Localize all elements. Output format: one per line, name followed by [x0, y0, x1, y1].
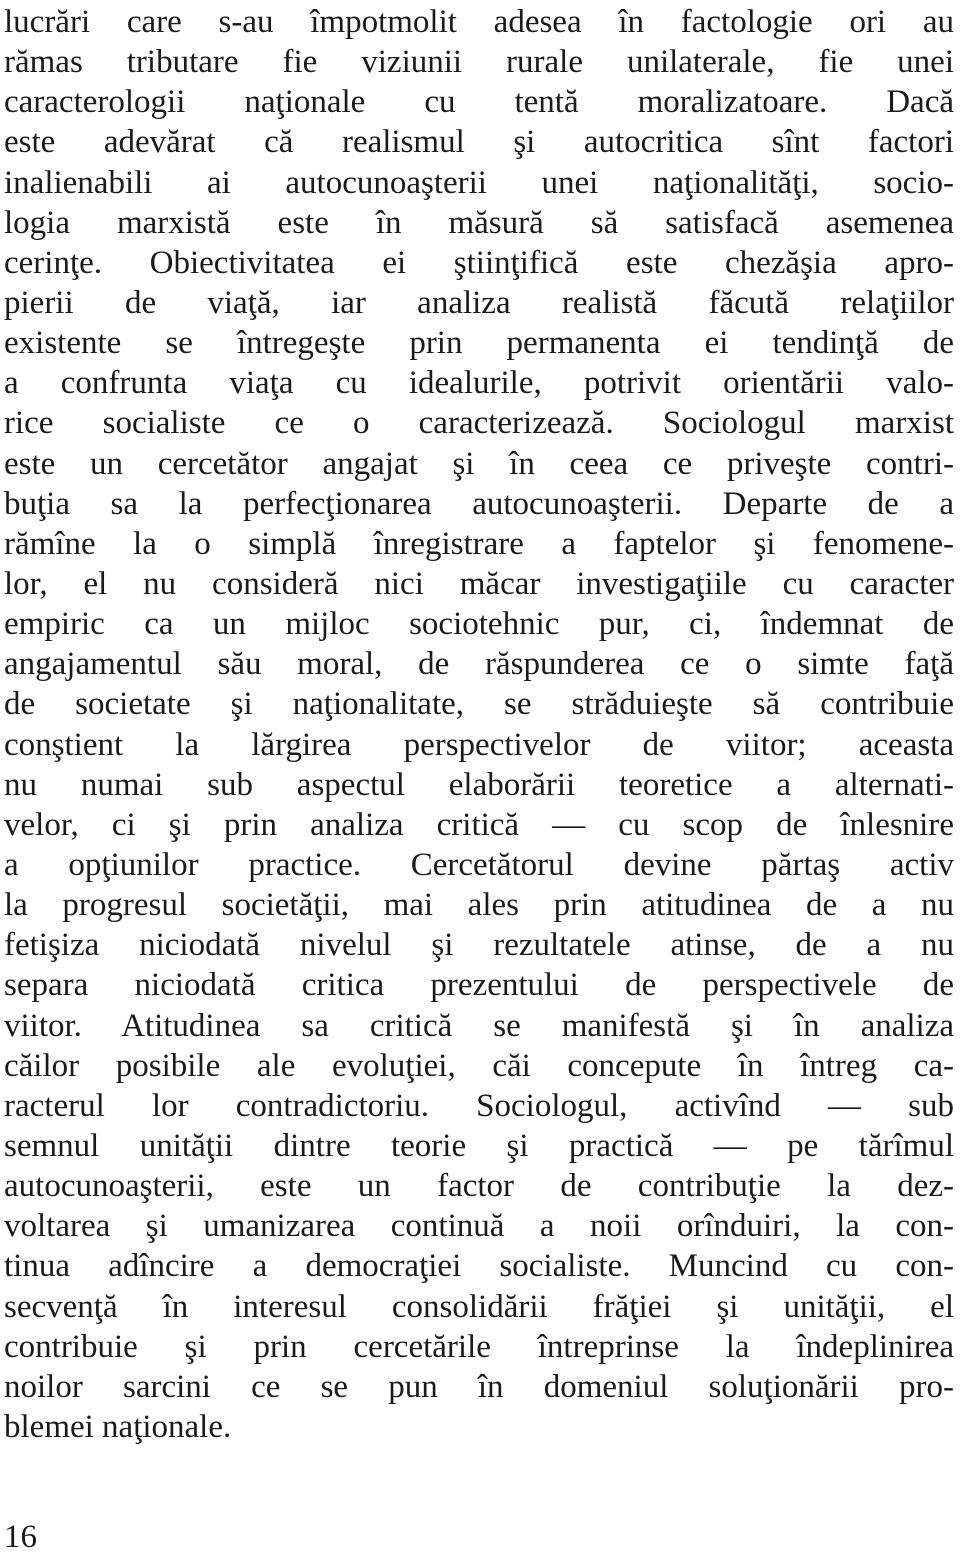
text-line: inalienabili ai autocunoaşterii unei naţionalităţi, socio- [4, 164, 954, 201]
text-line: rămîne la o simplă înregistrare a faptelor şi fenomene- [4, 525, 954, 562]
text-line: fetişiza niciodată nivelul şi rezultatele atinse, de a nu [4, 927, 954, 964]
text-line: buţia sa la perfecţionarea autocunoaşterii. Departe de a [4, 485, 954, 522]
text-line: noilor sarcini ce se pun în domeniul soluţionării pro- [4, 1368, 954, 1405]
text-line: angajamentul său moral, de răspunderea ce o simte faţă [4, 646, 954, 683]
text-line: lor, el nu consideră nici măcar investigaţiile cu caracter [4, 565, 954, 602]
text-line: empiric ca un mijloc sociotehnic pur, ci, îndemnat de [4, 606, 954, 643]
text-line: la progresul societăţii, mai ales prin atitudinea de a nu [4, 887, 954, 924]
text-line: secvenţă în interesul consolidării frăţiei şi unităţii, el [4, 1288, 954, 1325]
text-line: viitor. Atitudinea sa critică se manifestă şi în analiza [4, 1007, 954, 1044]
text-line: semnul unităţii dintre teorie şi practică — pe tărîmul [4, 1127, 954, 1164]
text-line: este un cercetător angajat şi în ceea ce priveşte contri- [4, 445, 954, 482]
text-line: voltarea şi umanizarea continuă a noii orînduiri, la con- [4, 1208, 954, 1245]
text-line: de societate şi naţionalitate, se străduieşte să contribuie [4, 686, 954, 723]
text-line: rămas tributare fie viziunii rurale unilaterale, fie unei [4, 44, 954, 81]
text-line: este adevărat că realismul şi autocritica sînt factori [4, 124, 954, 161]
text-line: caracterologii naţionale cu tentă moralizatoare. Dacă [4, 84, 954, 121]
text-line: a confrunta viaţa cu idealurile, potrivit orientării valo- [4, 365, 954, 402]
text-line: cerinţe. Obiectivitatea ei ştiinţifică este chezăşia apro- [4, 244, 954, 281]
text-line: căilor posibile ale evoluţiei, căi concepute în întreg ca- [4, 1047, 954, 1084]
text-line: nu numai sub aspectul elaborării teoretice a alternati- [4, 766, 954, 803]
text-line: blemei naţionale. [4, 1408, 232, 1445]
text-line: autocunoaşterii, este un factor de contribuţie la dez- [4, 1168, 954, 1205]
text-line: separa niciodată critica prezentului de perspectivele de [4, 967, 954, 1004]
text-line: existente se întregeşte prin permanenta ei tendinţă de [4, 325, 954, 362]
text-line: a opţiunilor practice. Cercetătorul devine părtaş activ [4, 846, 954, 883]
text-line: contribuie şi prin cercetările întreprinse la îndeplinirea [4, 1328, 954, 1365]
text-line: tinua adîncire a democraţiei socialiste. Muncind cu con- [4, 1248, 954, 1285]
text-line: racterul lor contradictoriu. Sociologul, activînd — sub [4, 1087, 954, 1124]
body-text [4, 2, 954, 1447]
text-line: rice socialiste ce o caracterizează. Sociologul marxist [4, 405, 954, 442]
page-number: 16 [4, 1519, 37, 1555]
text-line: conştient la lărgirea perspectivelor de viitor; aceasta [4, 726, 954, 763]
text-line: velor, ci şi prin analiza critică — cu scop de înlesnire [4, 806, 954, 843]
text-line: logia marxistă este în măsură să satisfacă asemenea [4, 204, 954, 241]
text-line: lucrări care s-au împotmolit adesea în factologie ori au [4, 4, 954, 40]
text-line: pierii de viaţă, iar analiza realistă făcută relaţiilor [4, 284, 954, 321]
